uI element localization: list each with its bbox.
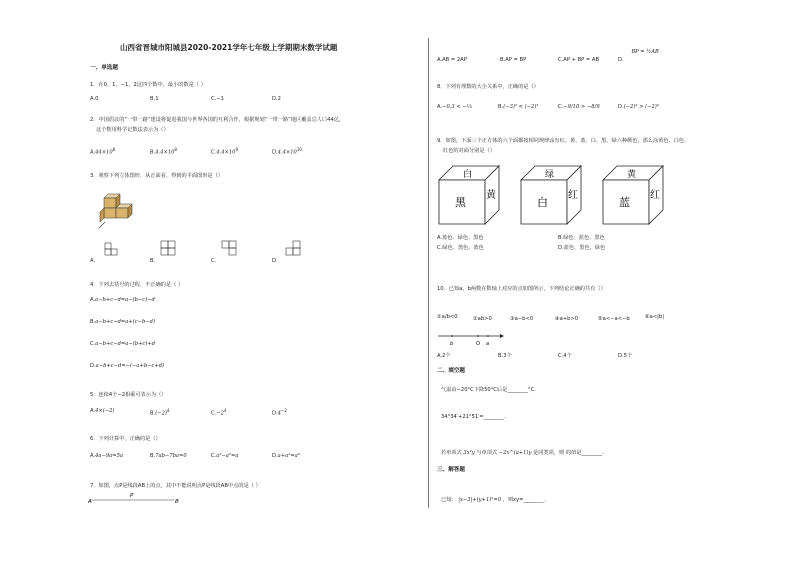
q9-stem-line2: 红色的对面分别是（）: [443, 148, 495, 154]
cube2-side-label: 红: [568, 190, 578, 201]
q10-point-a: [487, 335, 489, 337]
cube3-top-label: 黄: [627, 170, 637, 180]
q1-option-c[interactable]: C.−1: [211, 96, 224, 102]
q8-option-d-label: D.: [618, 104, 624, 110]
q2-option-d-expr: 4.4×10: [277, 149, 297, 156]
cube1-front-label: 黑: [455, 196, 466, 209]
fill-q3-text-d: 的值是________.: [565, 450, 604, 456]
q7-option-a[interactable]: A.AB = 2AP: [437, 57, 467, 63]
q5-option-d-expr: 4: [277, 410, 281, 417]
q5-option-b-expr: (−2): [155, 410, 167, 417]
q10-option-a[interactable]: A.2个: [437, 353, 451, 359]
fill-question-3[interactable]: [441, 450, 604, 457]
solve-q1-label: 已知：: [441, 497, 457, 503]
q8-option-a-expr: −0.3 < −⅓: [442, 104, 472, 110]
q1-stem: 1．在0，1，−1，2这四个数中，最小的数是（ ）: [90, 82, 206, 88]
cube1-side-label: 黄: [486, 190, 496, 201]
q8-option-c-label: C.: [558, 104, 564, 110]
q6-stem: 6．下列计算中，正确的是（）: [90, 436, 161, 442]
q5-option-c-exp: 4: [223, 408, 227, 413]
q4-option-d-label: D.: [90, 363, 96, 369]
q10-statement-4: ④a+b>0: [555, 316, 579, 322]
q9-option-a[interactable]: A.蓝色、绿色、黑色: [437, 235, 484, 241]
q4-option-b[interactable]: [90, 319, 155, 325]
q5-option-c-label: C.: [211, 410, 217, 417]
q2-option-d[interactable]: [272, 147, 302, 156]
q3-option-a[interactable]: A.: [90, 258, 96, 264]
q6-option-c-expr: a³−a²=a: [216, 453, 239, 459]
q6-option-b[interactable]: [150, 453, 187, 459]
q3-option-b-shape: [160, 240, 180, 258]
q10-label-a: a: [486, 341, 490, 347]
q9-option-b[interactable]: B.绿色、蓝色、黑色: [558, 235, 605, 241]
q5-option-c-expr: −2: [216, 410, 224, 417]
section-heading-solve: 三、解答题: [437, 467, 465, 473]
fill-q3-text-b: 与单项式: [476, 450, 498, 456]
q2-option-b[interactable]: [150, 147, 177, 156]
q10-statement-2: ②ab>0: [473, 316, 492, 322]
q5-option-a-expr: 4×(−2): [95, 408, 115, 414]
q10-option-d[interactable]: D.5个: [618, 353, 633, 359]
cube3-front-label: 蓝: [619, 196, 630, 209]
q8-option-a[interactable]: [437, 104, 472, 110]
q5-option-a[interactable]: [90, 408, 114, 414]
q6-option-a-expr: 4a−9a=5a: [95, 453, 123, 459]
q8-option-a-label: A.: [437, 104, 443, 110]
q7-option-d-label: D.: [618, 57, 624, 63]
q6-option-d[interactable]: [272, 453, 300, 459]
q7-option-d[interactable]: [618, 49, 659, 63]
q5-option-d-label: D.: [272, 410, 278, 417]
q8-option-d-expr: (−2)² > (−2)³: [623, 104, 659, 110]
q4-option-d[interactable]: [90, 363, 164, 369]
q7-point-b: B: [175, 499, 179, 505]
q2-option-c[interactable]: [211, 147, 238, 156]
q5-option-a-label: A.: [90, 408, 96, 414]
q2-option-a[interactable]: [90, 147, 115, 156]
q10-statement-1: ①a/b<0: [437, 314, 458, 320]
q4-option-c-expr: a−b+c−d=a−(b+c)+d: [95, 341, 156, 347]
column-divider: [428, 38, 429, 508]
q6-option-a[interactable]: [90, 453, 123, 459]
q10-option-c[interactable]: C.4个: [558, 353, 572, 359]
q3-option-d-shape: [285, 240, 307, 258]
q9-cubes-figure: [437, 164, 687, 228]
q6-option-c-label: C.: [211, 453, 217, 459]
fill-question-2[interactable]: 34°34′+21°51′=________.: [441, 414, 507, 420]
q2-stem-line1: 2．中国倡议的“一带一路”建设将促进我国与世界各国的互利合作，根据规划“一带一路”地区覆盖总人口44亿，: [90, 117, 345, 123]
q2-option-a-expr: 44×10: [95, 149, 113, 156]
q2-option-c-label: C.: [211, 149, 217, 156]
q4-option-a-expr: a−b+c−d=a−(b−c)−d: [95, 297, 155, 303]
q10-statement-6: ⑥a<|b|: [645, 314, 664, 320]
q3-option-a-shape: [104, 242, 120, 260]
q3-view-arrow: [99, 222, 105, 228]
q8-option-b[interactable]: [498, 104, 538, 110]
q5-option-d[interactable]: [272, 408, 287, 417]
q10-statement-5: ⑤a<−a<−b: [598, 316, 630, 322]
q7-stem: 7．如图，点P是线段AB上的点，其中不能说明点P是线段AB中点的是（ ）: [90, 483, 261, 489]
q3-option-b[interactable]: B.: [150, 258, 156, 264]
cube2-front-label: 白: [537, 196, 548, 209]
q2-option-d-label: D.: [272, 149, 278, 156]
page-title: 山西省晋城市阳城县2020-2021学年七年级上学期期末数学试题: [120, 43, 338, 52]
q10-stem: 10．已知a、b两数在数轴上对应的点如图所示，下列结论正确的共有（）: [437, 286, 606, 292]
q5-option-b-label: B.: [150, 410, 156, 417]
q2-option-b-label: B.: [150, 149, 156, 156]
q10-number-line: [436, 330, 506, 348]
q3-option-c-shape: [221, 240, 243, 258]
q10-label-b: b: [450, 341, 454, 347]
q10-statement-3: ③a−b<0: [510, 316, 534, 322]
q1-option-b[interactable]: B.1: [150, 96, 159, 102]
q1-option-a[interactable]: A.0: [90, 96, 99, 102]
q2-option-c-exp: 9: [235, 147, 239, 152]
q3-option-d[interactable]: D.: [272, 258, 278, 264]
q4-option-c-label: C.: [90, 341, 96, 347]
q7-option-c[interactable]: C.AP + BP = AB: [558, 57, 600, 63]
q4-option-d-expr: a−b+c−d=−(−a+b−c+d): [95, 363, 165, 369]
q9-stem-line1: 9．如图，下面三个正方体的六个面都按相同规律涂有红、黄、蓝、白、黑、绿六种颜色，那么涂黄色、白色、: [437, 138, 690, 144]
q5-option-c[interactable]: [211, 408, 226, 417]
q3-option-c[interactable]: C.: [211, 258, 217, 264]
q3-solid-figure: [96, 188, 136, 230]
solve-q1-tail: ，则xy=________.: [502, 497, 546, 503]
q2-option-a-label: A.: [90, 149, 96, 156]
q6-option-b-expr: 7ab−7ba=0: [155, 453, 187, 459]
section-heading-single-choice: 一、单选题: [90, 65, 118, 71]
q7-segment-figure: [88, 489, 188, 505]
q6-option-c[interactable]: [211, 453, 238, 459]
fill-q3-monomial-2: −2x^(a+1)y: [498, 450, 532, 456]
q1-option-d[interactable]: D.2: [272, 96, 281, 102]
q2-option-b-exp: 8: [174, 147, 177, 152]
q2-option-b-expr: 4.4×10: [155, 149, 175, 156]
q4-option-a-label: A.: [90, 297, 96, 303]
q8-option-b-expr: (−3)² < (−2)³: [503, 104, 539, 110]
q8-option-c-expr: −9/10 > −8/9: [563, 104, 600, 110]
q4-option-b-label: B.: [90, 319, 96, 325]
q2-option-a-exp: 8: [112, 147, 116, 152]
q2-option-d-exp: 10: [296, 147, 302, 152]
q8-option-d[interactable]: [618, 104, 659, 110]
fill-q3-text-a: 若单项式: [441, 450, 462, 456]
q7-point-a: A: [88, 499, 92, 505]
q8-stem: 8．下列有理数的大小关系中，正确的是（）: [437, 84, 539, 90]
fill-question-1[interactable]: 气温由−20°C下降50°C后是________°C.: [441, 387, 536, 393]
q7-point-p: P: [130, 493, 134, 499]
fill-q3-text-c: 是同类项，则: [533, 450, 565, 456]
q8-option-b-label: B.: [498, 104, 504, 110]
section-heading-fill-blank: 二、填空题: [437, 368, 465, 374]
q4-option-b-expr: a−b+c−d=a+(c−b−d): [95, 319, 155, 325]
q5-stem: 5．连续4个−2相乘可表示为（）: [90, 392, 167, 398]
q2-option-c-expr: 4.4×10: [216, 149, 236, 156]
q10-point-b: [451, 335, 453, 337]
solve-question-1[interactable]: [441, 497, 546, 504]
q6-option-d-label: D.: [272, 453, 278, 459]
q8-option-c[interactable]: [558, 104, 600, 110]
q3-stem: 3．观察下列立体图形，从正面看，得到的平面图形是（）: [90, 173, 223, 179]
q9-option-d[interactable]: D.蓝色、黑色、绿色: [558, 245, 606, 251]
q10-point-o: [477, 335, 479, 337]
q6-option-b-label: B.: [150, 453, 156, 459]
cube3-side-label: 红: [650, 190, 660, 201]
q5-option-d-exp: −2: [280, 408, 287, 413]
q7-option-b[interactable]: B.AP = BP: [500, 57, 527, 63]
cube1-top-label: 白: [463, 170, 473, 180]
q4-option-a[interactable]: [90, 297, 155, 303]
q6-option-a-label: A.: [90, 453, 96, 459]
solve-q1-equation: |x−3|+(y+1)²=0: [458, 497, 502, 503]
q7-option-d-expr: BP = ½AB: [631, 49, 659, 55]
q4-stem: 4．下列去括号的过程，不正确的是（ ）: [90, 282, 184, 288]
q2-stem-line2: 这个数用科学记数法表示为（）: [96, 127, 169, 133]
fill-q3-monomial-1: 3x²y: [463, 450, 475, 456]
q5-option-b[interactable]: [150, 408, 169, 417]
q6-option-d-expr: a+a²=a³: [277, 453, 300, 459]
cube2-top-label: 绿: [545, 170, 555, 180]
q4-option-c[interactable]: [90, 341, 155, 347]
q10-label-o: O: [476, 341, 480, 347]
q9-option-c[interactable]: C.绿色、黑色、蓝色: [437, 245, 484, 251]
q10-option-b[interactable]: B.3个: [498, 353, 512, 359]
q5-option-b-exp: 4: [166, 408, 170, 413]
